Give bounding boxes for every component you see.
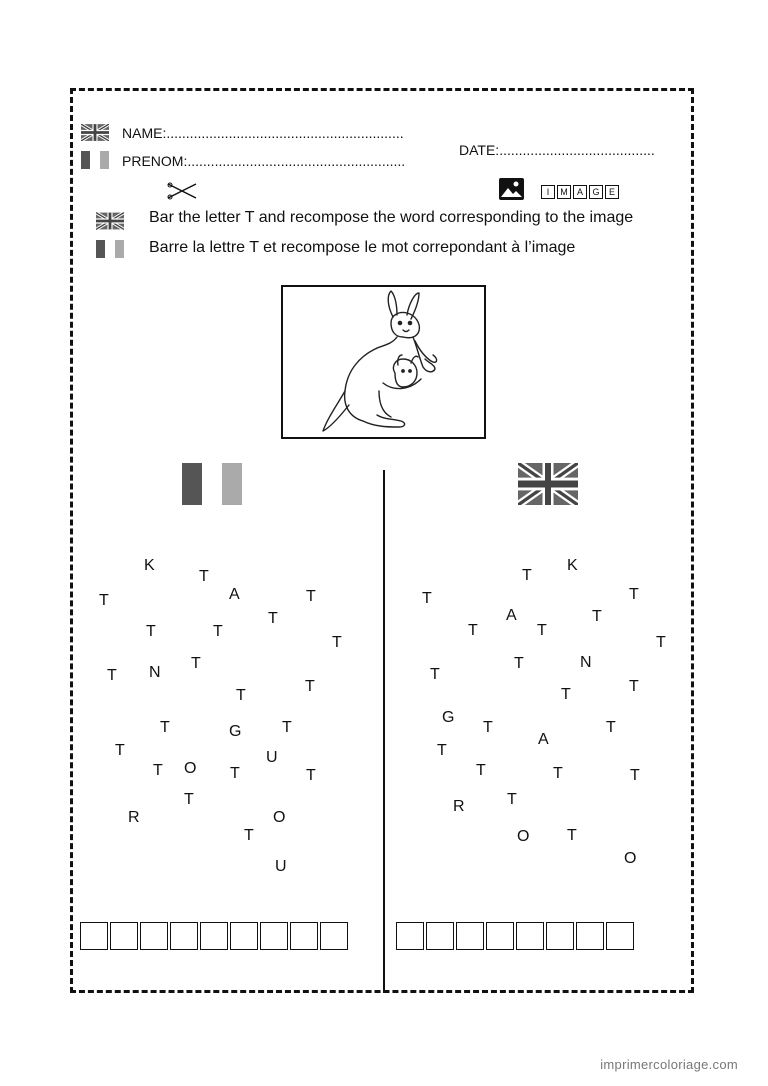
english-answer-box[interactable] [516, 922, 544, 950]
french-letter[interactable]: T [99, 592, 109, 609]
english-letter[interactable]: T [561, 686, 571, 703]
english-letter[interactable]: T [567, 827, 577, 844]
image-word-boxes [541, 185, 619, 199]
french-letter[interactable]: T [305, 678, 315, 695]
english-letter[interactable]: T [522, 567, 532, 584]
french-letter[interactable]: T [107, 667, 117, 684]
french-letter[interactable]: T [282, 719, 292, 736]
footer-watermark: imprimercoloriage.com [600, 1057, 738, 1072]
instruction-english: Bar the letter T and recompose the word corresponding to the image [149, 209, 634, 226]
english-letter[interactable]: A [506, 607, 517, 624]
kangaroo-illustration [283, 287, 484, 437]
english-answer-box[interactable] [456, 922, 484, 950]
english-letter[interactable]: T [592, 608, 602, 625]
english-answer-box[interactable] [396, 922, 424, 950]
english-answer-boxes [396, 922, 634, 950]
french-letter[interactable]: R [128, 809, 140, 826]
english-answer-box[interactable] [426, 922, 454, 950]
english-answer-box[interactable] [546, 922, 574, 950]
france-flag-icon [96, 240, 124, 258]
english-letter[interactable]: T [629, 586, 639, 603]
english-letter[interactable]: T [606, 719, 616, 736]
image-icon [499, 178, 524, 200]
english-letter[interactable]: O [624, 850, 637, 867]
english-letter[interactable]: O [517, 828, 530, 845]
france-flag-icon [81, 151, 109, 169]
french-letter[interactable]: N [149, 664, 161, 681]
prenom-field[interactable]: PRENOM:........................................................ [122, 153, 406, 169]
french-letter[interactable]: G [229, 723, 242, 740]
english-letter[interactable]: T [507, 791, 517, 808]
english-letter[interactable]: T [483, 719, 493, 736]
english-answer-box[interactable] [606, 922, 634, 950]
french-letter[interactable]: K [144, 557, 155, 574]
french-letter[interactable]: T [191, 655, 201, 672]
english-letter[interactable]: T [422, 590, 432, 607]
french-letter[interactable]: U [275, 858, 287, 875]
french-letter[interactable]: T [306, 588, 316, 605]
english-letter[interactable]: T [430, 666, 440, 683]
french-answer-box[interactable] [230, 922, 258, 950]
french-answer-box[interactable] [110, 922, 138, 950]
french-letter[interactable]: T [153, 762, 163, 779]
french-answer-box[interactable] [320, 922, 348, 950]
french-answer-boxes [80, 922, 348, 950]
french-answer-box[interactable] [170, 922, 198, 950]
french-letter[interactable]: T [199, 568, 209, 585]
french-letter[interactable]: O [273, 809, 286, 826]
image-word-letter: I [541, 185, 555, 199]
french-answer-box[interactable] [260, 922, 288, 950]
english-letter[interactable]: G [442, 709, 455, 726]
english-letter[interactable]: T [553, 765, 563, 782]
french-letter[interactable]: T [268, 610, 278, 627]
french-answer-box[interactable] [80, 922, 108, 950]
french-letter[interactable]: A [229, 586, 240, 603]
french-letter[interactable]: T [236, 687, 246, 704]
image-word-letter: A [573, 185, 587, 199]
english-answer-box[interactable] [486, 922, 514, 950]
france-flag-icon [182, 463, 242, 505]
image-word-letter: E [605, 185, 619, 199]
french-letter[interactable]: U [266, 749, 278, 766]
english-letter[interactable]: T [476, 762, 486, 779]
english-letter[interactable]: T [629, 678, 639, 695]
english-letter[interactable]: N [580, 654, 592, 671]
french-letter[interactable]: T [244, 827, 254, 844]
english-letter[interactable]: T [656, 634, 666, 651]
french-letter[interactable]: T [184, 791, 194, 808]
english-answer-box[interactable] [576, 922, 604, 950]
french-letter[interactable]: T [230, 765, 240, 782]
english-letter[interactable]: T [514, 655, 524, 672]
english-letter[interactable]: T [630, 767, 640, 784]
french-letter[interactable]: T [306, 767, 316, 784]
french-letter[interactable]: T [146, 623, 156, 640]
name-field[interactable]: NAME:............................................................. [122, 125, 404, 141]
uk-flag-icon [96, 212, 124, 230]
english-letter[interactable]: K [567, 557, 578, 574]
instruction-french: Barre la lettre T et recompose le mot correpondant à l’image [149, 239, 576, 256]
english-letter[interactable]: T [437, 742, 447, 759]
english-letter[interactable]: T [537, 622, 547, 639]
french-letter[interactable]: T [115, 742, 125, 759]
uk-flag-icon [81, 124, 109, 141]
french-answer-box[interactable] [200, 922, 228, 950]
date-field[interactable]: DATE:........................................ [459, 142, 655, 158]
uk-flag-icon [518, 463, 578, 505]
image-word-letter: M [557, 185, 571, 199]
kangaroo-image-frame [281, 285, 486, 439]
english-letter[interactable]: A [538, 731, 549, 748]
french-answer-box[interactable] [140, 922, 168, 950]
french-letter[interactable]: T [213, 623, 223, 640]
column-divider [383, 470, 385, 993]
scissors-icon [166, 182, 198, 200]
english-letter[interactable]: T [468, 622, 478, 639]
french-letter[interactable]: O [184, 760, 197, 777]
english-letter[interactable]: R [453, 798, 465, 815]
image-word-letter: G [589, 185, 603, 199]
french-letter[interactable]: T [160, 719, 170, 736]
french-answer-box[interactable] [290, 922, 318, 950]
french-letter[interactable]: T [332, 634, 342, 651]
